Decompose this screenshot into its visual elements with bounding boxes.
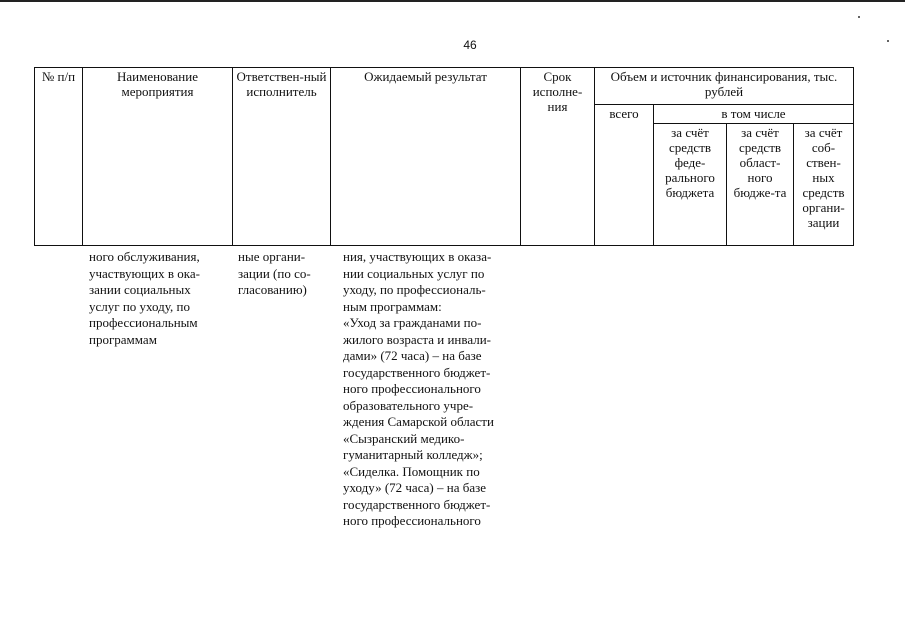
text-line: «Сиделка. Помощник по [343,463,480,479]
header-activity-name: Наименование мероприятия [83,68,233,246]
header-responsible: Ответствен-ный исполнитель [233,68,331,246]
scan-speck [858,16,860,18]
text-line: образовательного учре- [343,397,474,413]
funding-table-header [34,67,854,246]
header-including: в том числе [654,105,854,124]
text-line: зании социальных [89,282,191,297]
text-line: гуманитарный колледж»; [343,447,483,462]
text-line: государственного бюджет- [343,364,491,380]
header-regional-budget: за счёт средств област-ного бюдже-та [727,124,794,246]
text-line: ного профессионального [343,381,481,396]
row-expected-result [343,249,527,530]
text-line: дами» (72 часа) – на базе [343,348,482,363]
text-line: ного профессионального [343,513,481,528]
text-line: зации (по со- [238,265,311,281]
text-line: услуг по уходу, по [89,298,190,314]
text-line: ные органи- [238,249,306,264]
text-line: программам [89,331,157,347]
top-border-line [0,0,905,2]
text-line: государственного бюджет- [343,496,491,512]
header-funding: Объем и источник финансирования, тыс. рублей [595,68,854,105]
text-line: ным программам: [343,298,442,314]
header-own-funds: за счёт соб-ствен-ных средств органи-зации [794,124,854,246]
header-federal-budget: за счёт средств феде-рального бюджета [654,124,727,246]
text-line: «Сызранский медико- [343,430,465,446]
text-line: профессиональным [89,315,198,330]
header-number: № п/п [35,68,83,246]
header-deadline: Срок исполне-ния [521,68,595,246]
row-responsible [238,249,333,299]
text-line: нии социальных услуг по [343,265,485,281]
text-line: участвующих в ока- [89,265,200,281]
text-line: гласованию) [238,282,307,297]
text-line: ния, участвующих в оказа- [343,249,492,264]
text-line: уходу, по профессиональ- [343,282,486,297]
header-expected-result: Ожидаемый результат [331,68,521,246]
scan-speck [887,40,889,42]
text-line: жилого возраста и инвали- [343,331,492,347]
row-activity-name [89,249,234,348]
text-line: уходу» (72 часа) – на базе [343,480,486,495]
header-total: всего [595,105,654,246]
text-line: «Уход за гражданами по- [343,315,482,330]
text-line: ждения Самарской области [343,414,494,429]
text-line: ного обслуживания, [89,249,200,264]
page-number: 46 [463,38,477,52]
